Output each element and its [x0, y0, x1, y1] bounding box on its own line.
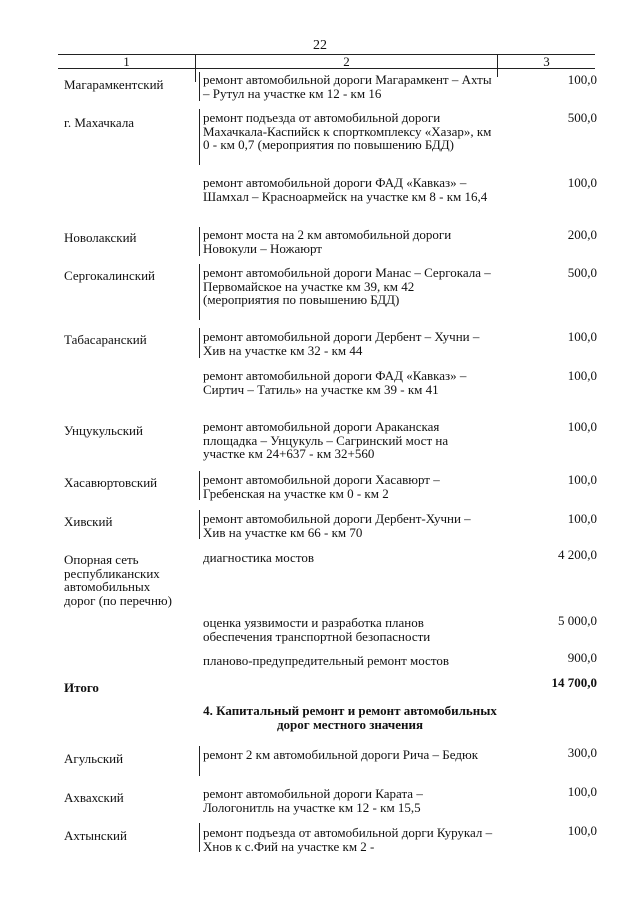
cell-bracket — [199, 72, 200, 101]
table-row-district: Табасаранский — [64, 332, 147, 347]
table-row-amount: 200,0 — [567, 227, 597, 242]
table-row-amount: 100,0 — [567, 175, 597, 190]
table-row-description: ремонт автомобильной дороги ФАД «Кавказ» – Шамхал – Красноармейск на участке км 8 - км 16,4 — [203, 175, 488, 204]
section-title: 4. Капитальный ремонт и ремонт автомобильных дорог местного значения — [203, 703, 497, 732]
cell-bracket — [199, 264, 200, 320]
table-row-description: ремонт автомобильной дороги Карата – Лологонитль на участке км 12 - км 15,5 — [203, 786, 423, 815]
table-row-description: ремонт автомобильной дороги Магарамкент – Ахты – Рутул на участке км 12 - км 16 — [203, 72, 492, 101]
cell-bracket — [199, 746, 200, 776]
table-row-description: планово-предупредительный ремонт мостов — [203, 653, 449, 668]
table-row-amount: 5 000,0 — [558, 613, 597, 628]
table-row-district: Хивский — [64, 514, 113, 529]
total-label: Итого — [64, 680, 99, 695]
table-row-description: ремонт автомобильной дороги Хасавюрт – Гребенская на участке км 0 - км 2 — [203, 472, 440, 501]
cell-bracket — [199, 471, 200, 500]
header-col-3: 3 — [543, 54, 550, 69]
column-divider — [497, 69, 498, 77]
table-row-description: ремонт подъезда от автомобильной дорги Курукал – Хнов к с.Фий на участке км 2 - — [203, 825, 493, 854]
table-row-amount: 4 200,0 — [558, 547, 597, 562]
header-col-2: 2 — [343, 54, 350, 69]
table-row-description: ремонт автомобильной дороги Араканская площадка – Унцукуль – Сагринский мост на участке км 24+637 - км 32+560 — [203, 419, 449, 461]
cell-bracket — [199, 227, 200, 256]
table-row-amount: 900,0 — [567, 650, 597, 665]
cell-bracket — [199, 510, 200, 539]
table-row-district: Унцукульский — [64, 423, 143, 438]
table-row-amount: 100,0 — [567, 368, 597, 383]
table-row-amount: 100,0 — [567, 511, 597, 526]
table-row-amount: 100,0 — [567, 823, 597, 838]
table-row-amount: 100,0 — [567, 329, 597, 344]
table-row-amount: 100,0 — [567, 784, 597, 799]
table-row-district: г. Махачкала — [64, 115, 135, 130]
table-row-description: ремонт моста на 2 км автомобильной дороги Новокули – Ножаюрт — [203, 227, 452, 256]
column-divider — [195, 69, 196, 82]
table-row-district: Агульский — [64, 751, 124, 766]
table-row-description: ремонт автомобильной дороги Манас – Сергокала – Первомайское на участке км 39, км 42 (мероприятия по повышению БДД) — [203, 265, 491, 307]
table-row-description: оценка уязвимости и разработка планов обеспечения транспортной безопасности — [203, 615, 431, 644]
cell-bracket — [199, 328, 200, 358]
table-row-amount: 100,0 — [567, 72, 597, 87]
table-row-district: Ахтынский — [64, 828, 127, 843]
total-amount: 14 700,0 — [551, 675, 597, 690]
table-row-description: ремонт автомобильной дороги Дербент-Хучни – Хив на участке км 66 - км 70 — [203, 511, 471, 540]
cell-bracket — [199, 109, 200, 165]
table-row-district: Опорная сеть республиканских автомобильных дорог (по перечню) — [64, 552, 172, 608]
table-row-description: ремонт 2 км автомобильной дороги Рича – Бедюк — [203, 747, 479, 762]
table-row-district: Сергокалинский — [64, 268, 156, 283]
table-row-amount: 100,0 — [567, 472, 597, 487]
table-row-description: ремонт автомобильной дороги Дербент – Хучни – Хив на участке км 32 - км 44 — [203, 329, 480, 358]
table-row-description: ремонт подъезда от автомобильной дороги Махачкала-Каспийск к спорткомплексу «Хазар», км 0 - км 0,7 (мероприятия по повышению БДД) — [203, 110, 492, 152]
table-row-district: Магарамкентский — [64, 77, 164, 92]
table-row-amount: 100,0 — [567, 419, 597, 434]
header-col-1: 1 — [123, 54, 130, 69]
table-row-description: диагностика мостов — [203, 550, 314, 565]
table-row-description: ремонт автомобильной дороги ФАД «Кавказ» – Сиртич – Татиль» на участке км 39 - км 41 — [203, 368, 467, 397]
table-row-amount: 500,0 — [567, 110, 597, 125]
page-number: 22 — [313, 38, 327, 53]
table-row-amount: 500,0 — [567, 265, 597, 280]
table-row-amount: 300,0 — [567, 745, 597, 760]
table-row-district: Ахвахский — [64, 790, 124, 805]
cell-bracket — [199, 823, 200, 852]
table-row-district: Новолакский — [64, 230, 137, 245]
table-row-district: Хасавюртовский — [64, 475, 158, 490]
